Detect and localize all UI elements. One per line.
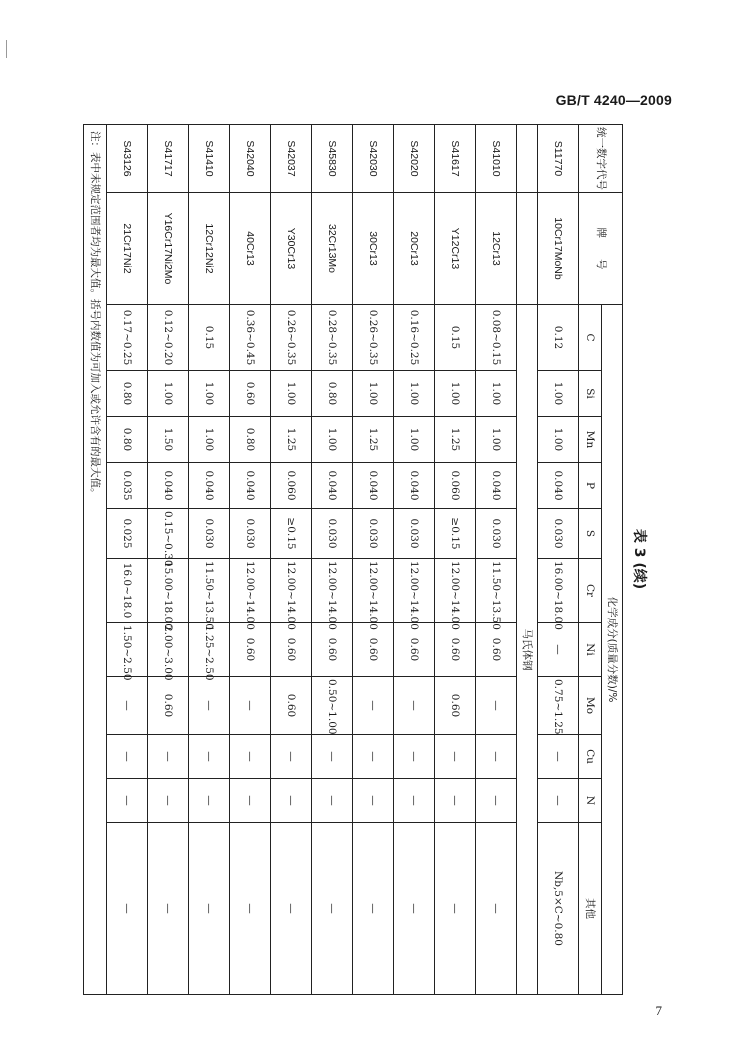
cell-mo: 0.60 xyxy=(148,677,189,735)
rotated-table-frame xyxy=(89,124,648,994)
cell-s: 0.030 xyxy=(230,509,271,559)
cell-p: 0.040 xyxy=(148,463,189,509)
page-number: 7 xyxy=(655,1003,662,1018)
cell-brand: Y16Cr17Ni2Mo xyxy=(148,193,189,305)
cell-cu: — xyxy=(394,735,435,779)
cell-p: 0.040 xyxy=(230,463,271,509)
table-row xyxy=(435,125,476,995)
cell-mn: 1.00 xyxy=(394,417,435,463)
cell-n: — xyxy=(435,779,476,823)
header-col-mo: Mo xyxy=(579,677,602,735)
cell-cr: 11.50~13.50 xyxy=(476,559,517,623)
cell-ni: 0.60 xyxy=(312,623,353,677)
header-col-ni: Ni xyxy=(579,623,602,677)
cell-ni: 0.60 xyxy=(271,623,312,677)
cell-p: 0.035 xyxy=(107,463,148,509)
header-col-mn: Mn xyxy=(579,417,602,463)
cell-s: 0.030 xyxy=(353,509,394,559)
table-row xyxy=(476,125,517,995)
cell-p: 0.040 xyxy=(353,463,394,509)
cell-si: 1.00 xyxy=(353,371,394,417)
cell-p: 0.060 xyxy=(435,463,476,509)
header-row-group xyxy=(602,125,623,995)
cell-mn: 1.25 xyxy=(353,417,394,463)
cell-s: ≥0.15 xyxy=(271,509,312,559)
cell-mo: 0.60 xyxy=(271,677,312,735)
cell-c: 0.15 xyxy=(189,305,230,371)
cell-other: — xyxy=(271,823,312,995)
cell-s: 0.030 xyxy=(476,509,517,559)
cell-cu: — xyxy=(353,735,394,779)
cell-cu: — xyxy=(271,735,312,779)
cell-ni: 0.60 xyxy=(476,623,517,677)
cell-cr: 16.00~18.00 xyxy=(538,559,579,623)
header-col-cu: Cu xyxy=(579,735,602,779)
cell-n: — xyxy=(189,779,230,823)
cell-cu: — xyxy=(435,735,476,779)
section-spacer-code xyxy=(517,125,538,193)
cell-si: 1.00 xyxy=(435,371,476,417)
header-col-cr: Cr xyxy=(579,559,602,623)
cell-cu: — xyxy=(230,735,271,779)
cell-mo: 0.60 xyxy=(435,677,476,735)
table-body xyxy=(84,125,579,995)
cell-cr: 15.00~18.00 xyxy=(148,559,189,623)
header-col-s: S xyxy=(579,509,602,559)
cell-cu: — xyxy=(148,735,189,779)
cell-cr: 11.50~13.50 xyxy=(189,559,230,623)
cell-cr: 12.00~14.00 xyxy=(394,559,435,623)
cell-si: 0.60 xyxy=(230,371,271,417)
cell-ni: 2.00~3.00 xyxy=(148,623,189,677)
cell-other: — xyxy=(353,823,394,995)
cell-other: — xyxy=(107,823,148,995)
cell-other: Nb,5×C~0.80 xyxy=(538,823,579,995)
cell-si: 0.80 xyxy=(107,371,148,417)
cell-cr: 12.00~14.00 xyxy=(271,559,312,623)
cell-cr: 12.00~14.00 xyxy=(435,559,476,623)
table-title: 表 3 (续) xyxy=(631,528,647,590)
cell-c: 0.12 xyxy=(538,305,579,371)
cell-ni: 0.60 xyxy=(230,623,271,677)
cell-c: 0.17~0.25 xyxy=(107,305,148,371)
cell-n: — xyxy=(271,779,312,823)
cell-brand: 12Cr13 xyxy=(476,193,517,305)
header-col-si: Si xyxy=(579,371,602,417)
cell-c: 0.12~0.20 xyxy=(148,305,189,371)
cell-si: 1.00 xyxy=(538,371,579,417)
cell-brand: 32Cr13Mo xyxy=(312,193,353,305)
cell-c: 0.28~0.35 xyxy=(312,305,353,371)
cell-code: S41617 xyxy=(435,125,476,193)
cell-mn: 1.00 xyxy=(538,417,579,463)
cell-mo: — xyxy=(107,677,148,735)
cell-p: 0.040 xyxy=(476,463,517,509)
cell-brand: 20Cr13 xyxy=(394,193,435,305)
cell-si: 1.00 xyxy=(148,371,189,417)
cell-s: 0.025 xyxy=(107,509,148,559)
cell-brand: 40Cr13 xyxy=(230,193,271,305)
composition-table xyxy=(83,124,623,995)
cell-cu: — xyxy=(476,735,517,779)
cell-cu: — xyxy=(538,735,579,779)
cell-other: — xyxy=(476,823,517,995)
cell-s: 0.030 xyxy=(394,509,435,559)
cell-other: — xyxy=(189,823,230,995)
cell-brand: 30Cr13 xyxy=(353,193,394,305)
cell-ni: 1.25~2.50 xyxy=(189,623,230,677)
cell-other: — xyxy=(312,823,353,995)
cell-cu: — xyxy=(107,735,148,779)
table-row xyxy=(353,125,394,995)
table-row xyxy=(394,125,435,995)
table-row xyxy=(189,125,230,995)
table-row xyxy=(271,125,312,995)
cell-p: 0.040 xyxy=(189,463,230,509)
table-row xyxy=(148,125,189,995)
cell-code: S42030 xyxy=(353,125,394,193)
cell-n: — xyxy=(107,779,148,823)
cell-code: S41717 xyxy=(148,125,189,193)
cell-c: 0.36~0.45 xyxy=(230,305,271,371)
section-label: 马氏体钢 xyxy=(517,305,538,995)
header-code: 统一数字代号 xyxy=(579,125,623,193)
cell-si: 1.00 xyxy=(271,371,312,417)
cell-mn: 0.80 xyxy=(107,417,148,463)
header-col-c: C xyxy=(579,305,602,371)
cell-s: 0.030 xyxy=(312,509,353,559)
cell-p: 0.040 xyxy=(394,463,435,509)
cell-n: — xyxy=(394,779,435,823)
cell-brand: 12Cr12Ni2 xyxy=(189,193,230,305)
cell-si: 1.00 xyxy=(394,371,435,417)
cell-si: 0.80 xyxy=(312,371,353,417)
cell-c: 0.15 xyxy=(435,305,476,371)
cell-s: 0.030 xyxy=(189,509,230,559)
cell-mo: 0.50~1.00 xyxy=(312,677,353,735)
cell-code: S42040 xyxy=(230,125,271,193)
cell-mn: 1.00 xyxy=(476,417,517,463)
cell-mo: — xyxy=(394,677,435,735)
cell-cr: 12.00~14.00 xyxy=(353,559,394,623)
cell-mo: — xyxy=(189,677,230,735)
cell-code: S11770 xyxy=(538,125,579,193)
cell-p: 0.040 xyxy=(538,463,579,509)
cell-mn: 0.80 xyxy=(230,417,271,463)
header-composition-group: 化学成分(质量分数)/% xyxy=(602,305,623,995)
cell-c: 0.16~0.25 xyxy=(394,305,435,371)
cell-cu: — xyxy=(312,735,353,779)
table-row xyxy=(538,125,579,995)
table-row xyxy=(230,125,271,995)
cell-code: S41010 xyxy=(476,125,517,193)
cell-c: 0.26~0.35 xyxy=(353,305,394,371)
table-landscape xyxy=(89,124,648,994)
header-col-n: N xyxy=(579,779,602,823)
cell-n: — xyxy=(353,779,394,823)
cell-code: S41410 xyxy=(189,125,230,193)
cell-mo: 0.75~1.25 xyxy=(538,677,579,735)
cell-ni: 0.60 xyxy=(435,623,476,677)
cell-other: — xyxy=(230,823,271,995)
table-note: 注：表中未规定范围者均为最大值。括号内数值为可加入或允许含有的最大值。 xyxy=(84,125,107,995)
cell-mo: — xyxy=(476,677,517,735)
scan-edge-mark xyxy=(6,40,7,58)
cell-code: S43126 xyxy=(107,125,148,193)
cell-ni: 0.60 xyxy=(394,623,435,677)
cell-n: — xyxy=(230,779,271,823)
cell-si: 1.00 xyxy=(189,371,230,417)
cell-ni: — xyxy=(538,623,579,677)
cell-cu: — xyxy=(189,735,230,779)
note-row xyxy=(84,125,107,995)
cell-s: 0.15~0.30 xyxy=(148,509,189,559)
cell-n: — xyxy=(312,779,353,823)
cell-other: — xyxy=(394,823,435,995)
cell-brand: Y30Cr13 xyxy=(271,193,312,305)
cell-ni: 1.50~2.50 xyxy=(107,623,148,677)
cell-si: 1.00 xyxy=(476,371,517,417)
cell-s: ≥0.15 xyxy=(435,509,476,559)
cell-other: — xyxy=(148,823,189,995)
cell-cr: 16.0~18.0 xyxy=(107,559,148,623)
header-col-other: 其他 xyxy=(579,823,602,995)
table-row xyxy=(107,125,148,995)
cell-code: S45830 xyxy=(312,125,353,193)
cell-brand: 10Cr17MoNb xyxy=(538,193,579,305)
cell-c: 0.26~0.35 xyxy=(271,305,312,371)
section-row xyxy=(517,125,538,995)
cell-cr: 12.00~14.00 xyxy=(230,559,271,623)
header-brand: 牌 号 xyxy=(579,193,623,305)
cell-n: — xyxy=(476,779,517,823)
cell-p: 0.040 xyxy=(312,463,353,509)
cell-mn: 1.00 xyxy=(189,417,230,463)
cell-brand: 21Cr17Ni2 xyxy=(107,193,148,305)
cell-p: 0.060 xyxy=(271,463,312,509)
standard-code: GB/T 4240—2009 xyxy=(555,92,672,108)
cell-c: 0.08~0.15 xyxy=(476,305,517,371)
cell-code: S42037 xyxy=(271,125,312,193)
cell-ni: 0.60 xyxy=(353,623,394,677)
cell-n: — xyxy=(148,779,189,823)
section-spacer-brand xyxy=(517,193,538,305)
cell-cr: 12.00~14.00 xyxy=(312,559,353,623)
header-col-p: P xyxy=(579,463,602,509)
cell-n: — xyxy=(538,779,579,823)
table-row xyxy=(312,125,353,995)
cell-mn: 1.25 xyxy=(271,417,312,463)
cell-mn: 1.25 xyxy=(435,417,476,463)
cell-mn: 1.00 xyxy=(312,417,353,463)
cell-s: 0.030 xyxy=(538,509,579,559)
cell-mo: — xyxy=(353,677,394,735)
cell-code: S42020 xyxy=(394,125,435,193)
cell-mn: 1.50 xyxy=(148,417,189,463)
cell-other: — xyxy=(435,823,476,995)
cell-brand: Y12Cr13 xyxy=(435,193,476,305)
cell-mo: — xyxy=(230,677,271,735)
